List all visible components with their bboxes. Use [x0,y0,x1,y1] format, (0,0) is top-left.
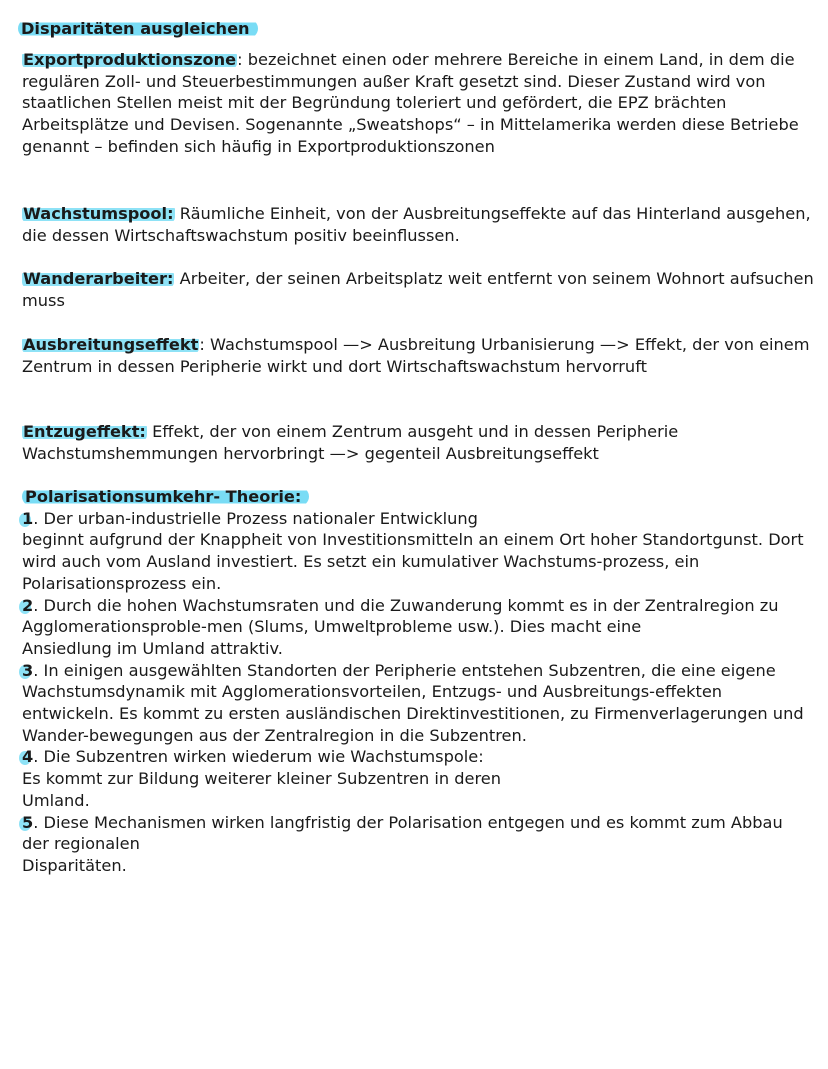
theory-step-4 [22,746,814,768]
theory-step-5-cont [22,855,814,877]
step-line: Es kommt zur Bildung weiterer kleiner Subzentren in deren [22,769,502,789]
step-line: beginnt aufgrund der Knappheit von Investitionsmitteln an einem Ort hoher Standortgunst. Dort wird auch vom Ausland investiert. Es setzt ein kumulativer Wachstums-prozess, ein Polarisationsprozess ein. [22,530,804,593]
theory-step-1 [22,508,814,530]
definition-text: Wachstumspool —> Ausbreitung Urbanisierung —> Effekt, der von einem Zentrum in dessen Peripherie wirkt und dort Wirtschaftswachstum hervorruft [22,335,810,376]
step-line: Disparitäten. [22,855,127,875]
step-number: 1 [22,508,34,528]
step-number: 5 [22,812,34,832]
step-line: . In einigen ausgewählten Standorten der Peripherie entstehen Subzentren, die eine eigene Wachstumsdynamik mit Agglomerationsvorteilen, Entzugs- und Ausbreitungs-effekten entwickeln. Es kommt zu ersten ausländischen Direktinvestitionen, zu Firmenverlagerungen und Wander-bewegungen aus der Zentralregion in die Subzentren. [22,660,804,745]
definition-term: Ausbreitungseffekt [23,335,199,354]
step-line: Ansiedlung im Umland attraktiv. [22,638,283,658]
theory-step-3 [22,660,814,747]
definition-text: Räumliche Einheit, von der Ausbreitungseffekte auf das Hinterland ausgehen, die dessen Wirtschaftswachstum positiv beeinflussen. [22,204,811,245]
theory-section [22,486,814,877]
definition-text: Arbeiter, der seinen Arbeitsplatz weit entfernt von seinem Wohnort aufsuchen muss [22,269,814,310]
definition-wachstumspool [22,203,814,246]
step-number: 3 [22,660,34,680]
step-line: . Der urban-industrielle Prozess nationaler Entwicklung [33,508,478,528]
theory-step-4-cont [22,768,814,790]
definition-term: Exportproduktionszone [23,50,237,69]
definition-separator: : [199,335,210,354]
definition-entzugeffekt [22,421,814,464]
theory-step-4-cont2 [22,790,814,812]
theory-step-5 [22,812,814,855]
definition-term: Entzugeffekt: [23,422,146,441]
title-highlight: Disparitäten ausgleichen [18,19,258,38]
theory-heading-text: Polarisationsumkehr- Theorie: [22,487,309,506]
page-title [18,18,258,40]
definition-text: Effekt, der von einem Zentrum ausgeht und in dessen Peripherie Wachstumshemmungen hervorbringt —> gegenteil Ausbreitungseffekt [22,422,679,463]
theory-step-2-cont [22,638,814,660]
theory-step-1-cont [22,529,814,594]
definition-wanderarbeiter [22,268,814,311]
step-line: . Die Subzentren wirken wiederum wie Wachstumspole: [33,747,484,767]
definition-exportproduktionszone [22,49,814,158]
definition-separator: : [237,50,248,69]
definition-term: Wanderarbeiter: [23,269,174,288]
theory-heading [22,486,814,508]
step-line: . Durch die hohen Wachstumsraten und die Zuwanderung kommt es in der Zentralregion zu Agglomerationsproble-men (Slums, Umweltprobleme usw.). Dies macht eine [22,595,779,637]
definition-text: bezeichnet einen oder mehrere Bereiche in einem Land, in dem die regulären Zoll- und Steuerbestimmungen außer Kraft gesetzt sind. Dieser Zustand wird von staatlichen Stellen meist mit der Begründung toleriert und gefördert, die EPZ brächten Arbeitsplätze und Devisen. Sogenannte „Sweatshops“ – in Mittelamerika werden diese Betriebe genannt – befinden sich häufig in Exportproduktionszonen [22,50,799,156]
step-number: 4 [22,747,34,767]
definition-term: Wachstumspool: [23,204,174,223]
step-number: 2 [22,595,34,615]
step-line: Umland. [22,790,90,810]
definition-ausbreitungseffekt [22,334,814,377]
step-line: . Diese Mechanismen wirken langfristig der Polarisation entgegen und es kommt zum Abbau der regionalen [22,812,783,854]
theory-step-2 [22,595,814,638]
